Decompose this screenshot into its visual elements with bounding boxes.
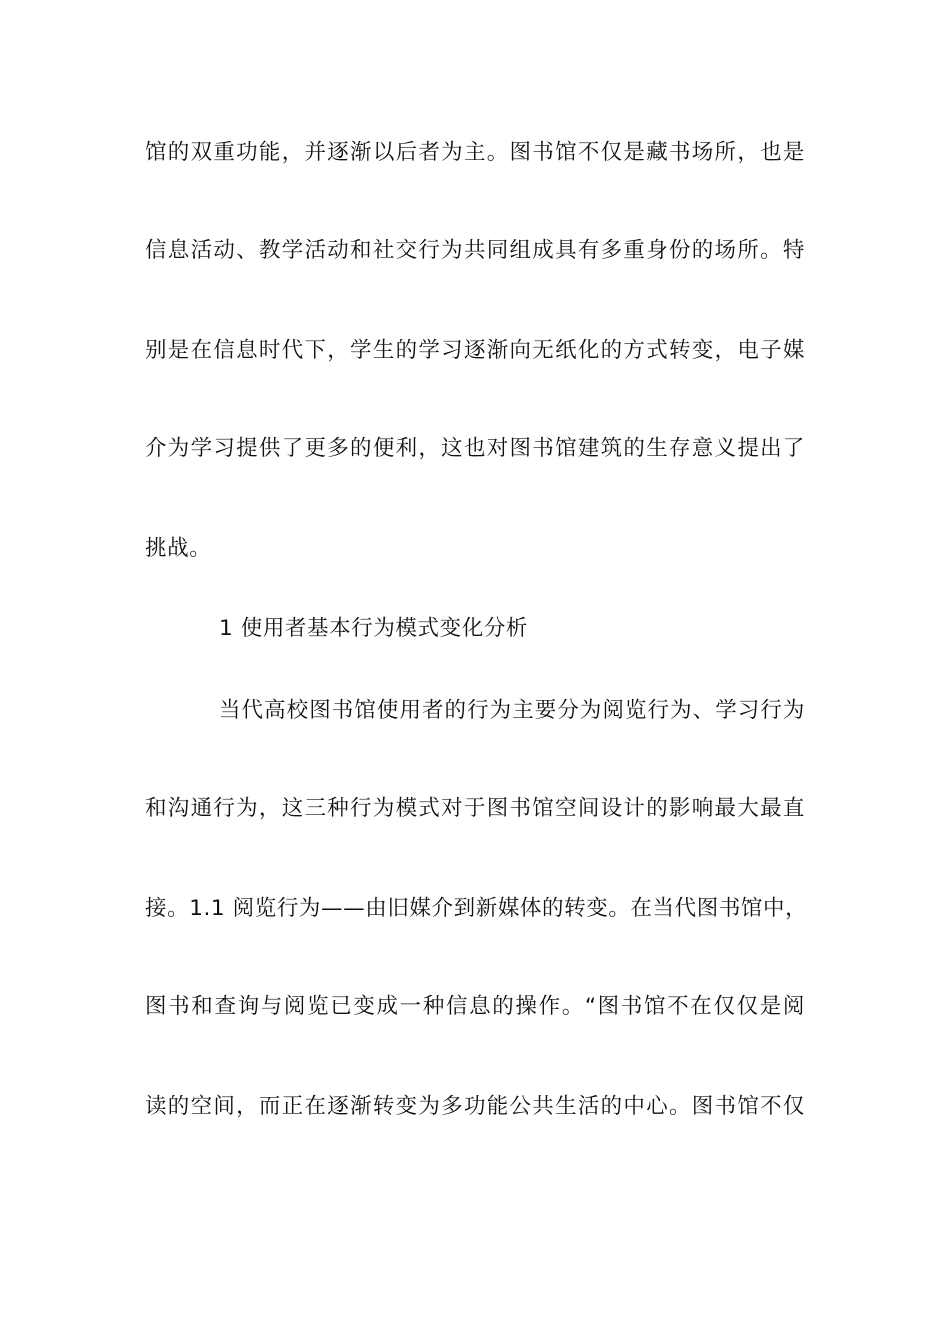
- section-heading: 1 使用者基本行为模式变化分析: [219, 616, 529, 641]
- paragraph-line: 馆的双重功能，并逐渐以后者为主。图书馆不仅是藏书场所，也是: [145, 140, 805, 165]
- paragraph-line: 信息活动、教学活动和社交行为共同组成具有多重身份的场所。特: [145, 238, 805, 263]
- paragraph-line: 介为学习提供了更多的便利，这也对图书馆建筑的生存意义提出了: [145, 436, 805, 461]
- paragraph-line: 别是在信息时代下，学生的学习逐渐向无纸化的方式转变，电子媒: [145, 338, 805, 363]
- paragraph-line: 当代高校图书馆使用者的行为主要分为阅览行为、学习行为: [219, 698, 805, 723]
- paragraph-line: 图书和查询与阅览已变成一种信息的操作。“图书馆不在仅仅是阅: [145, 994, 805, 1019]
- paragraph-line: 接。1.1 阅览行为——由旧媒介到新媒体的转变。在当代图书馆中，: [145, 896, 808, 921]
- paragraph-line: 读的空间，而正在逐渐转变为多功能公共生活的中心。图书馆不仅: [145, 1094, 805, 1119]
- paragraph-line: 挑战。: [145, 536, 212, 561]
- paragraph-line: 和沟通行为，这三种行为模式对于图书馆空间设计的影响最大最直: [145, 796, 805, 821]
